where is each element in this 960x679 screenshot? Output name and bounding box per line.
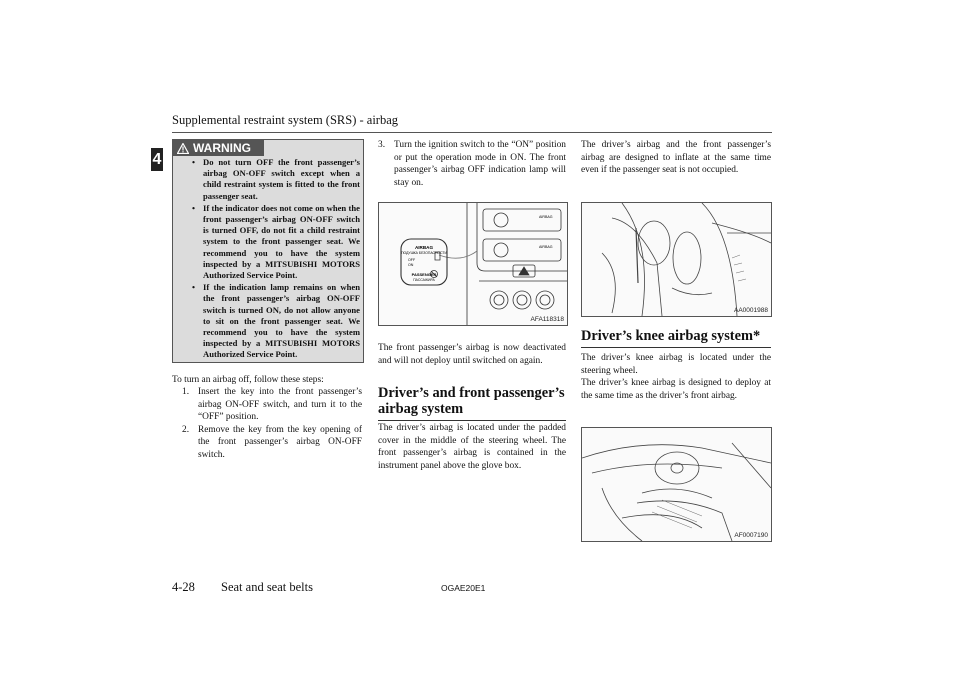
footer-section-title: Seat and seat belts: [221, 580, 313, 594]
lamp-passenger: PASSENGER: [411, 272, 437, 277]
warning-triangle-icon: [177, 143, 189, 154]
bullet: •: [192, 202, 196, 213]
step-item: 3. Turn the ignition switch to the “ON” position or put the operation mode in ON. The front passenger’s airbag OFF indication lamp will stay on.: [378, 140, 566, 188]
running-header-title: Supplemental restraint system (SRS) - airbag: [172, 113, 399, 127]
panel-label-lower: AIRBAG: [539, 245, 553, 249]
knee-airbag-figure: [581, 427, 772, 542]
warning-box: [172, 139, 364, 363]
warning-label: WARNING: [193, 141, 251, 155]
airbag-deployment-illustration: [582, 203, 771, 316]
chapter-tab: 4: [151, 148, 163, 171]
warning-list: [192, 157, 360, 362]
figure-code: AFA118318: [530, 316, 564, 323]
lamp-title: AIRBAG: [414, 245, 434, 250]
warning-item: • If the indicator does not come on when the front passenger’s airbag ON-OFF switch is turned OFF, do not fit a child restraint system to the front passenger seat. We recommend you to have the system inspected by a MITSUBISHI MOTORS Authorized Service Point.: [192, 202, 360, 281]
step-item: 1. Insert the key into the front passenger’s airbag ON-OFF switch, and turn it to the “OFF” position.: [182, 387, 362, 423]
warning-item: • Do not turn OFF the front passenger’s airbag ON-OFF switch except when a child restraint system is fitted to the front passenger seat.: [192, 157, 360, 201]
driver-passenger-airbag-text: The driver’s airbag is located under the padded cover in the middle of the steering wheel. The front passenger’s airbag is contained in the instrument panel above the glove box.: [378, 423, 566, 471]
lamp-off: OFF: [408, 258, 416, 262]
airbag-off-lamp-illustration: [379, 203, 567, 325]
steps-list: [182, 386, 362, 462]
step-item: 2. Remove the key from the key opening of the front passenger’s airbag ON-OFF switch.: [182, 424, 362, 460]
bullet: •: [192, 282, 196, 293]
page-number: 4-28: [172, 580, 195, 594]
simultaneous-inflation-text: The driver’s airbag and the front passenger’s airbag are designed to inflate at the same time even if the passenger seat is not occupied.: [581, 140, 771, 176]
deactivated-note: The front passenger’s airbag is now deactivated and will not deploy until switched on again.: [378, 343, 566, 366]
heading-underline: [581, 347, 771, 349]
lamp-subtitle: ПОДУШКА БЕЗОПАСНОСТИ: [401, 251, 447, 255]
figure-code: AF0007190: [734, 532, 768, 539]
steps-intro: To turn an airbag off, follow these steps:: [172, 375, 324, 385]
lamp-on: ON: [408, 263, 414, 267]
step-3: [378, 139, 566, 189]
header-divider: [172, 132, 772, 133]
airbag-off-lamp-figure: [378, 202, 568, 326]
knee-airbag-text: The driver’s knee airbag is located under the steering wheel. The driver’s knee airbag is designed to deploy at the same time as the driver’s front airbag.: [581, 353, 771, 401]
warning-header: [173, 140, 264, 156]
lamp-passenger-ru: ПАССАЖИРА: [413, 278, 435, 282]
warning-item: • If the indication lamp remains on when the front passenger’s airbag ON-OFF switch is turned ON, do not allow anyone to sit on the front passenger seat. We recommend you to have the system inspected by a MITSUBISHI MOTORS Authorized Service Point.: [192, 282, 360, 360]
figure-code: AA0001988: [734, 307, 768, 314]
heading-underline: [378, 420, 566, 422]
section-heading-knee-airbag: Driver’s knee airbag system*: [581, 328, 771, 344]
knee-airbag-illustration: [582, 428, 771, 541]
airbag-deployment-figure: [581, 202, 772, 317]
document-code: OGAE20E1: [441, 583, 486, 593]
panel-label-upper: AIRBAG: [539, 215, 553, 219]
bullet: •: [192, 157, 196, 167]
section-heading-driver-passenger: Driver’s and front passenger’s airbag system: [378, 385, 566, 417]
